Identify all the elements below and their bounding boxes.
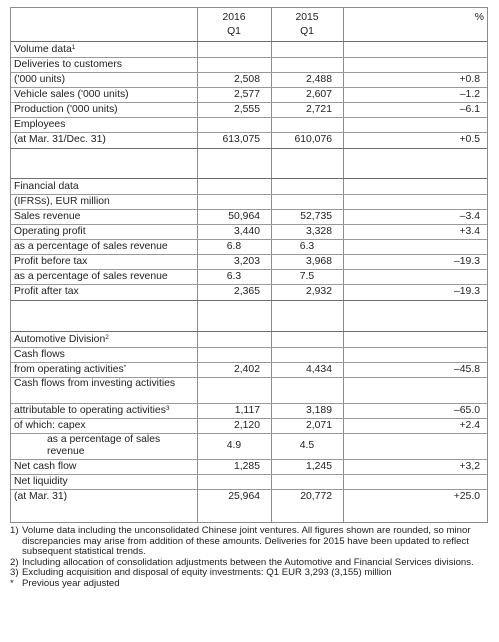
value-2016: 50,964 <box>228 210 260 222</box>
row-label-text: (at Mar. 31) <box>14 491 68 503</box>
table-row <box>11 72 487 88</box>
row-label <box>14 226 192 238</box>
key-figures-table <box>10 7 488 523</box>
value-2016: 2,508 <box>233 73 260 85</box>
row-label-text: of which: capex <box>14 419 86 431</box>
row-label <box>14 461 192 473</box>
row-label-text: attributable to operating activities <box>14 404 166 416</box>
table-row <box>11 57 487 73</box>
table-row <box>11 377 487 404</box>
row-label <box>14 211 192 223</box>
table-row <box>11 362 487 378</box>
row-label-text: from operating activities <box>14 363 124 375</box>
percent-change: –19.3 <box>453 286 480 298</box>
footnote-text: Previous year adjusted <box>22 577 120 589</box>
value-2015: 2,488 <box>305 73 332 85</box>
value-2015: 3,328 <box>305 225 332 237</box>
table-row <box>11 332 487 348</box>
table-row <box>11 224 487 240</box>
value-2015: 2,932 <box>305 286 332 298</box>
table-row <box>11 284 487 301</box>
value-2015: 2,721 <box>305 103 332 115</box>
table-row <box>11 102 487 118</box>
row-label <box>14 420 192 432</box>
value-2016: 2,555 <box>233 103 260 115</box>
value-2015: 2,607 <box>305 88 332 100</box>
row-label <box>14 181 192 193</box>
percent-change: +3,2 <box>459 460 480 472</box>
footnote <box>10 526 492 558</box>
value-2016: 1,117 <box>234 404 260 416</box>
value-2015: 4.5 <box>299 440 315 452</box>
value-2015: 20,772 <box>300 491 332 503</box>
row-label-text: as a percentage of sales revenue <box>14 240 168 252</box>
footnote-text: Including allocation of consolidation adjustments between the Automotive and Financial Services divisions. <box>22 556 474 568</box>
value-2015: 2,071 <box>305 419 332 431</box>
row-label <box>14 59 192 71</box>
row-label-text: Net liquidity <box>14 475 68 487</box>
row-label-text: Production ('000 units) <box>14 103 118 115</box>
footnote <box>10 579 492 590</box>
row-label-text: Vehicle sales ('000 units) <box>14 88 129 100</box>
percent-change: –3.4 <box>459 210 480 222</box>
table-row <box>11 418 487 434</box>
row-label <box>14 196 192 208</box>
footnote-mark: * <box>10 577 14 589</box>
value-2016: 3,440 <box>233 225 260 237</box>
value-2016: 2,402 <box>233 363 260 375</box>
row-label-text: Operating profit <box>14 225 86 237</box>
footnote-marker: 3 <box>165 404 170 412</box>
row-label <box>14 119 192 131</box>
row-label-text: as a percentage of sales revenue <box>47 434 161 457</box>
value-2015: 4,434 <box>305 363 332 375</box>
row-label <box>14 44 192 56</box>
row-label-text: Sales revenue <box>14 210 81 222</box>
table-row <box>11 433 487 460</box>
footnote-marker: 2 <box>105 333 109 341</box>
header-percent: % <box>474 12 484 23</box>
header-quarter-2016: Q1 <box>227 26 241 37</box>
row-label <box>14 405 192 417</box>
row-label <box>14 241 192 253</box>
percent-change: +25.0 <box>453 491 480 503</box>
footnote-mark: 3) <box>10 567 19 579</box>
table-header-row <box>11 8 487 42</box>
percent-change: –45.8 <box>453 363 480 375</box>
percent-change: –19.3 <box>453 255 480 267</box>
row-label <box>14 89 192 101</box>
row-label <box>14 378 192 390</box>
row-label-text: Volume data <box>14 43 72 55</box>
value-2016: 6.3 <box>226 270 242 282</box>
value-2016: 1,285 <box>233 460 260 472</box>
table-row <box>11 489 487 505</box>
row-label-text: (IFRSs), EUR million <box>14 195 110 207</box>
value-2015: 3,189 <box>305 404 332 416</box>
value-2016: 2,365 <box>233 286 260 298</box>
table-row <box>11 42 487 58</box>
percent-change: +3.4 <box>459 225 480 237</box>
row-label-text: Profit after tax <box>14 286 79 298</box>
row-label <box>47 434 193 457</box>
row-label-text: Deliveries to customers <box>14 58 122 70</box>
table-row <box>11 269 487 285</box>
table-row <box>11 239 487 255</box>
table-row <box>11 209 487 225</box>
footnote-mark: 1) <box>10 525 19 536</box>
table-row <box>11 403 487 419</box>
section-spacer <box>11 148 487 179</box>
value-2015: 7.5 <box>299 270 315 282</box>
row-label <box>14 364 192 376</box>
table-row <box>11 474 487 490</box>
value-2016: 2,120 <box>233 419 260 431</box>
value-2015: 1,245 <box>305 460 332 472</box>
header-year-2016: 2016 <box>222 12 246 23</box>
row-label-text: Automotive Division <box>14 333 106 345</box>
row-label-text: Employees <box>14 118 66 130</box>
row-label-text: ('000 units) <box>14 73 66 85</box>
value-2016: 4.9 <box>226 440 242 452</box>
row-label-text: Cash flows from investing activities <box>14 378 176 389</box>
row-label <box>14 334 192 346</box>
footnote-text: Excluding acquisition and disposal of equity investments: Q1 EUR 3,293 (3,155) million <box>22 567 392 579</box>
value-2016: 613,075 <box>222 134 260 146</box>
value-2016: 25,964 <box>228 491 260 503</box>
row-label <box>14 349 192 361</box>
row-label-text: (at Mar. 31/Dec. 31) <box>14 134 106 146</box>
footnote-marker: 1 <box>71 43 76 51</box>
section-spacer <box>11 300 487 332</box>
row-label <box>14 134 192 146</box>
table-row <box>11 179 487 195</box>
row-label <box>14 74 192 86</box>
percent-change: +0.8 <box>459 73 480 85</box>
footnote-mark: 2) <box>10 556 19 568</box>
value-2016: 3,203 <box>233 255 260 267</box>
value-2016: 2,577 <box>233 88 260 100</box>
percent-change: +0.5 <box>459 134 480 146</box>
table-row <box>11 87 487 103</box>
footnote-text: Volume data including the unconsolidated Chinese joint ventures. All figures shown are rounded, so minor discrepancies may arise from addition of these amounts. Deliveries for 2015 have been updated to reflect subsequent statistical trends. <box>22 525 471 558</box>
value-2016: 6.8 <box>226 240 242 252</box>
table-row <box>11 459 487 475</box>
value-2015: 3,968 <box>305 255 332 267</box>
table-row <box>11 194 487 210</box>
percent-change: –6.1 <box>459 103 480 115</box>
value-2015: 6.3 <box>299 240 315 252</box>
value-2015: 610,076 <box>294 134 332 146</box>
footnote-marker: * <box>123 363 127 371</box>
table-row <box>11 254 487 270</box>
row-label <box>14 271 192 283</box>
row-label <box>14 286 192 298</box>
percent-change: +2.4 <box>459 419 480 431</box>
row-label-text: Financial data <box>14 180 79 192</box>
row-label-text: as a percentage of sales revenue <box>14 270 168 282</box>
row-label <box>14 491 192 503</box>
row-label <box>14 476 192 488</box>
percent-change: –1.2 <box>459 88 480 100</box>
row-label-text: Profit before tax <box>14 255 88 267</box>
header-year-2015: 2015 <box>295 12 319 23</box>
row-label-text: Net cash flow <box>14 460 77 472</box>
table-row <box>11 347 487 363</box>
table-row <box>11 117 487 133</box>
footnotes <box>10 526 492 590</box>
row-label-text: Cash flows <box>14 348 65 360</box>
row-label <box>14 256 192 268</box>
row-label <box>14 104 192 116</box>
header-quarter-2015: Q1 <box>300 26 314 37</box>
percent-change: –65.0 <box>453 404 480 416</box>
value-2015: 52,735 <box>300 210 332 222</box>
table-row <box>11 132 487 149</box>
